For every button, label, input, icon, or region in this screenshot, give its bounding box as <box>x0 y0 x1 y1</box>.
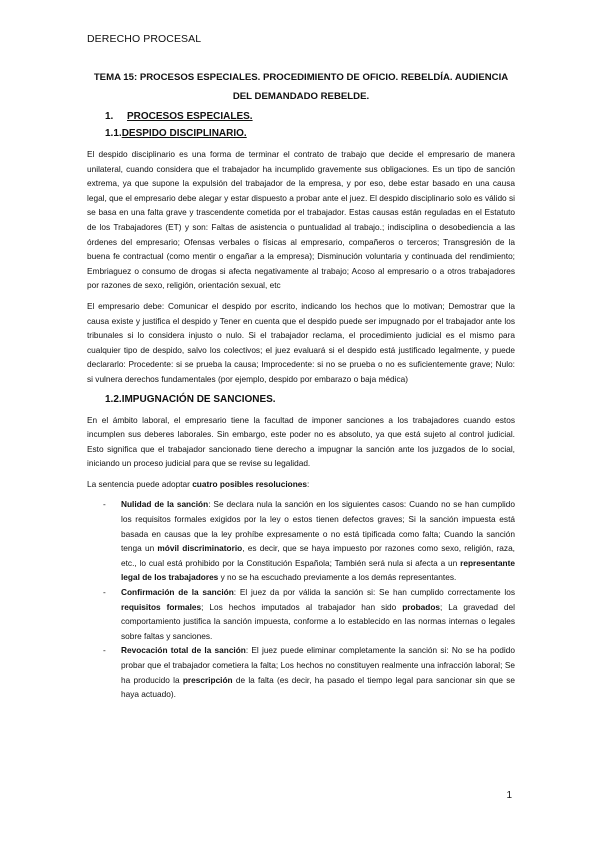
paragraph-impugnacion: En el ámbito laboral, el empresario tiene la facultad de imponer sanciones a los trabajadores cuando estos incumplen sus deberes laborales. Sin embargo, este poder no es absoluto, ya que está sujeto al control judicial. Esto significa que el trabajador sancionado tiene derecho a impugnar la sanción ante los juzgados de lo social, iniciando un proceso judicial para que se revise su legalidad. <box>87 414 515 469</box>
document-body <box>87 110 515 702</box>
document-title: TEMA 15: PROCESOS ESPECIALES. PROCEDIMIENTO DE OFICIO. REBELDÍA. AUDIENCIA DEL DEMANDADO REBELDE. <box>93 72 509 102</box>
list-item-confirmacion <box>87 585 515 643</box>
list-dash: - <box>103 499 106 510</box>
item-text: de la falta (es decir, ha pasado el tiempo legal para sancionar sin que se haya actuado). <box>121 674 515 700</box>
subsection-label: DESPIDO DISCIPLINARIO. <box>121 128 247 139</box>
item-bold: probados <box>402 601 441 612</box>
item-term: Nulidad de la sanción <box>121 499 209 510</box>
item-bold: representante legal de los trabajadores <box>121 557 515 583</box>
intro-text: La sentencia puede adoptar <box>87 478 193 489</box>
subsection-number: 1.1. <box>105 128 122 139</box>
paragraph-resoluciones-intro <box>87 477 515 492</box>
item-term: Revocación total de la sanción <box>121 645 246 656</box>
paragraph-despido-definicion: El despido disciplinario es una forma de terminar el contrato de trabajo que decide el empresario de manera unilateral, cuando considera que el trabajador ha incumplido gravemente sus obligaciones. Es un tipo de sanción extrema, ya que supone la expulsión del trabajador de la empresa, y por eso, debe estar basado en una causa legal, que el empresario debe alegar y estar dispuesto a probar ante el juez. El despido disciplinario solo es válido si se basa en una falta grave y trascendente cometida por el trabajador. Estas causas están reguladas en el Estatuto de los Trabajadores (ET) y son: Faltas de asistencia o puntualidad al trabajo.; indisciplina o desobediencia a las órdenes del empresario; Ofensas verbales o físicas al empresario, compañeros o terceros; Transgresión de la buena fe contractual (como mentir o engañar a la empresa); Disminución voluntaria y continuada del rendimiento; Embriaguez o consumo de drogas si afecta negativamente al trabajo; Acoso al empresario o a otros trabajadores por razones de sexo, religión, orientación sexual, etc <box>87 149 515 291</box>
item-bold: requisitos formales <box>121 601 202 612</box>
section-number: 1. <box>105 111 114 122</box>
list-dash: - <box>103 645 106 656</box>
item-text: : El juez da por válida la sanción si: Se han cumplido correctamente los <box>233 587 516 598</box>
resoluciones-list <box>87 497 515 701</box>
item-text: y no se ha escuchado previamente a los demás representantes. <box>218 572 457 583</box>
item-text: , es decir, que se haya impuesto por razones como sexo, religión, raza, etc., lo cual está prohibido por la Constitución Española; También será nula si afecta a un <box>121 543 515 568</box>
item-text: : Se declara nula la sanción en los siguientes casos: Cuando no se han cumplido los requisitos formales exigidos por la ley o estos tienen defectos graves; Si la sanción impuesta está basada en causas que la ley prohíbe expresamente o no está tipificada como falta; Cuando la sanción tenga un <box>121 499 515 554</box>
section-heading <box>87 110 515 124</box>
subsection-heading-impugnacion <box>87 393 515 407</box>
subsection-label: IMPUGNACIÓN DE SANCIONES. <box>121 393 276 405</box>
item-term: Confirmación de la sanción <box>121 587 234 598</box>
list-item-revocacion <box>87 643 515 701</box>
item-text: ; La gravedad del comportamiento justifica la sanción impuesta, conforme a lo establecido en las normas internas o legales sobre faltas y sanciones. <box>121 601 516 641</box>
page-header: DERECHO PROCESAL <box>87 33 202 45</box>
list-dash: - <box>103 587 106 598</box>
item-bold: prescripción <box>182 674 233 685</box>
intro-colon: : <box>307 478 310 489</box>
paragraph-despido-empresario: El empresario debe: Comunicar el despido por escrito, indicando los hechos que lo motivan; Demostrar que la causa existe y justifica el despido y Tener en cuenta que el despido puede ser impugnado por el trabajador ante los tribunales si lo considera injusto o nulo. Si el trabajador reclama, el procedimiento judicial es el mismo para cualquier tipo de despido, salvo los colectivos; el juez evaluará si el despido está justificado legalmente, y puede declararlo: Procedente: si se prueba la causa; Improcedente: si no se prueba o no es suficientemente grave; Nulo: si vulnera derechos fundamentales (por ejemplo, despido por embarazo o baja médica) <box>87 300 515 384</box>
item-bold: móvil discriminatorio <box>157 543 243 554</box>
section-label: PROCESOS ESPECIALES. <box>127 111 253 122</box>
list-item-nulidad <box>87 497 515 585</box>
subsection-heading-despido <box>87 127 515 141</box>
item-text: : El juez puede eliminar completamente la sanción si: No se ha podido probar que el trabajador cometiera la falta; Los hechos no constituyen realmente una infracción laboral; Se ha producido la <box>121 645 515 685</box>
subsection-number: 1.2. <box>105 393 122 405</box>
item-text: ; Los hechos imputados al trabajador han sido <box>201 601 403 612</box>
intro-bold: cuatro posibles resoluciones <box>192 478 307 489</box>
page-number: 1 <box>506 790 512 801</box>
